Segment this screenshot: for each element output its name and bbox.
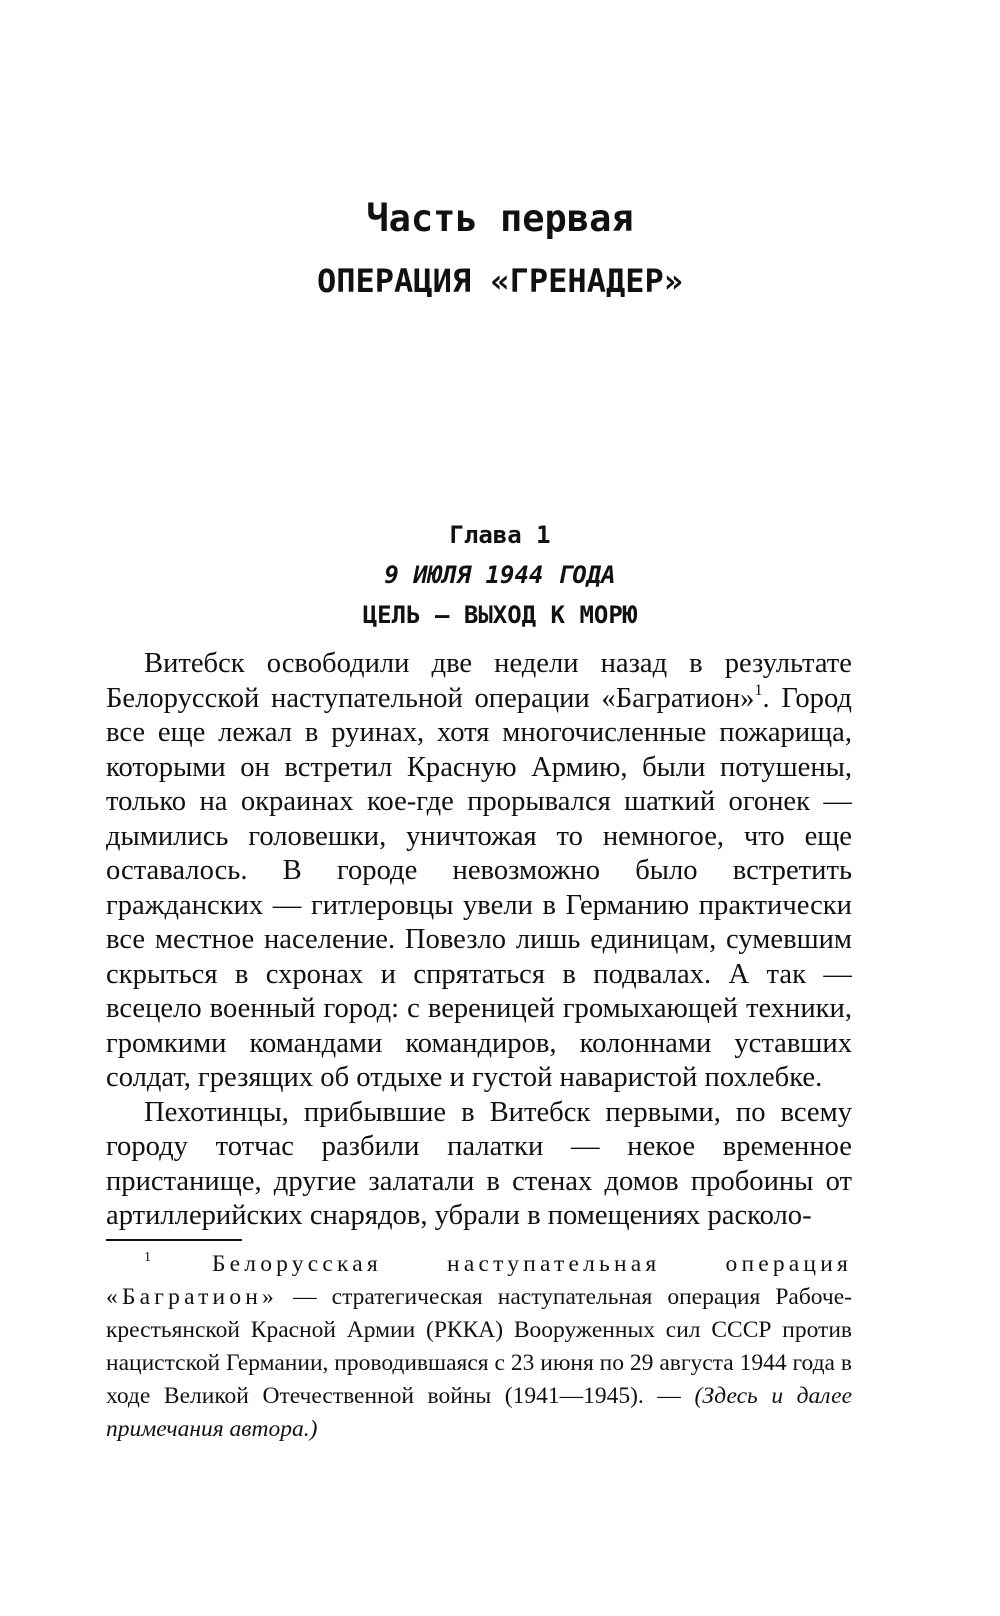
part-title: Часть первая — [366, 197, 634, 240]
chapter-date: 9 ИЮЛЯ 1944 ГОДА — [384, 561, 616, 589]
paragraph-text: . Город все еще лежал в руинах, хотя многочисленные пожарища, которыми он встретил Красную Армию, были потушены, только на окраинах кое-где прорывался шаткий огонек — дымились головешки, уничтожая то немногое, что еще оставалось. В городе невозможно было встретить гражданских — гитлеровцы увели в Германию практически все местное население. Повезло лишь единицам, сумевшим скрыться в схронах и спрятаться в подвалах. А так — всецело военный город: с вереницей громыхающей техники, громкими командами командиров, колоннами уставших солдат, грезящих об отдыхе и густой наваристой похлебке. — [106, 682, 852, 1093]
footnote-text: — стратегическая наступательная операция Рабоче-крестьянской Красной Армии (РККА) Вооруженных сил СССР против нацистской Германии, проводившаяся с 23 июня по 29 августа 1944 года в ходе Великой Отечественной войны (1941—1945). — — [106, 1284, 852, 1409]
body-text — [106, 647, 852, 1234]
footnote-spaced-title: Белорусская наступательная операция «Багратион» — [106, 1251, 852, 1310]
paragraph: Пехотинцы, прибывшие в Витебск первыми, по всему городу тотчас разбили палатки — некое временное пристанище, другие залатали в стенах домов пробоины от артиллерийских снарядов, убрали в помещениях расколо- — [106, 1096, 852, 1231]
chapter-number: Глава 1 — [449, 521, 551, 549]
chapter-title: ЦЕЛЬ — ВЫХОД К МОРЮ — [362, 601, 638, 629]
footnote-marker: 1 — [144, 1250, 151, 1265]
footnote-reference[interactable]: 1 — [754, 681, 763, 699]
paragraph — [106, 647, 852, 1096]
paragraph-text: Витебск освободили две недели назад в результате Белорусской наступательной операции «Багратион» — [106, 648, 852, 714]
footnote — [106, 1248, 852, 1446]
chapter-heading — [0, 515, 1000, 635]
author-note: (Здесь и далее примечания автора.) — [106, 1383, 853, 1442]
footnote-divider — [106, 1239, 242, 1241]
part-subtitle: ОПЕРАЦИЯ «ГРЕНАДЕР» — [316, 262, 684, 300]
